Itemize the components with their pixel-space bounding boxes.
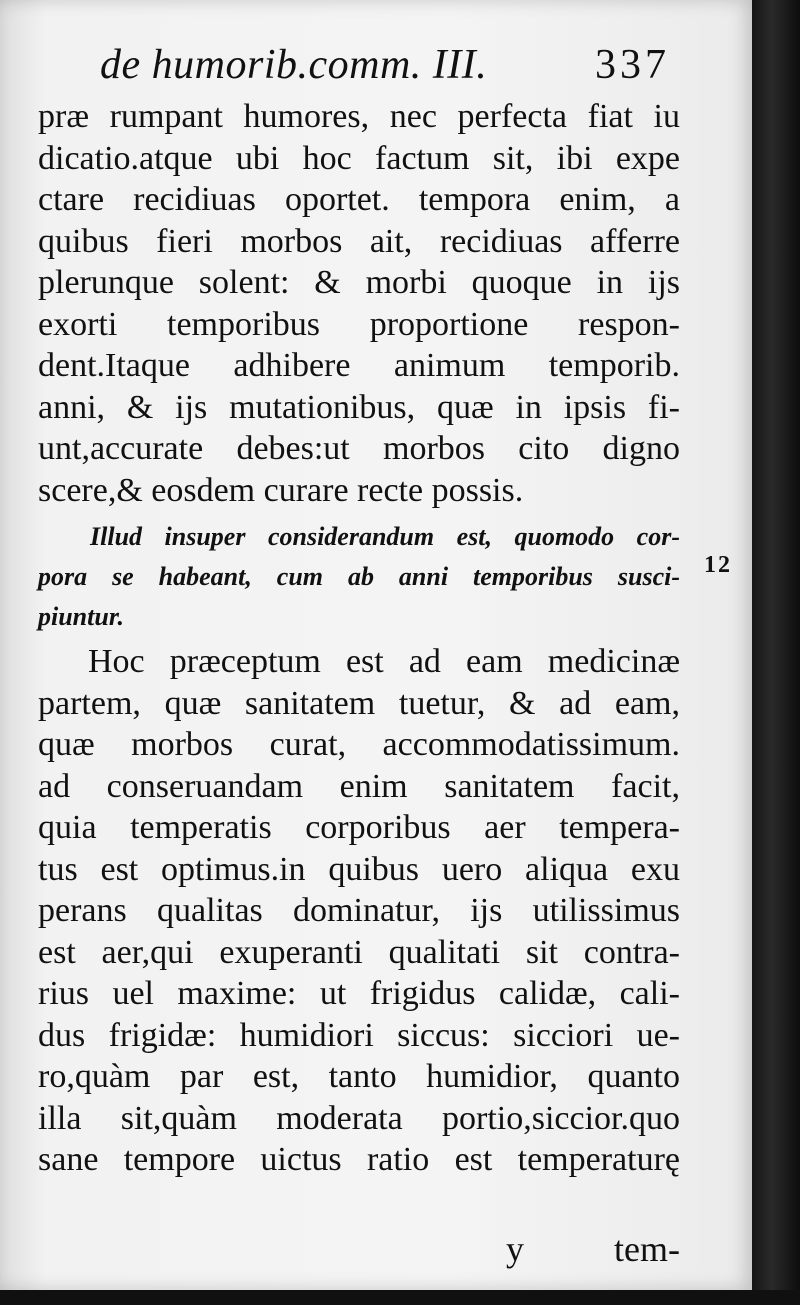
text-line: dus frigidæ: humidiori siccus: sicciori ue- xyxy=(38,1016,680,1054)
text-line: perans qualitas dominatur, ijs utilissimus xyxy=(38,892,680,929)
text-line: ad conseruandam enim sanitatem facit, xyxy=(38,767,680,805)
text-line: partem, quæ sanitatem tuetur, & ad eam, xyxy=(38,684,680,722)
text-line: ctare recidiuas oportet. tempora enim, a xyxy=(38,181,680,218)
text-line: anni, & ijs mutationibus, quæ in ipsis fi- xyxy=(38,388,680,426)
page-header xyxy=(100,38,680,92)
text-line: dicatio.atque ubi hoc factum sit, ibi expe xyxy=(38,139,680,177)
page-footer xyxy=(38,1226,680,1272)
text-line: illa sit,quàm moderata portio,siccior.quo xyxy=(38,1099,680,1137)
text-line: rius uel maxime: ut frigidus calidæ, cali- xyxy=(38,975,680,1012)
text-line: est aer,qui exuperanti qualitati sit contra- xyxy=(38,933,680,971)
aphorism-lemma xyxy=(38,517,680,637)
text-line: præ rumpant humores, nec perfecta fiat iu xyxy=(38,98,680,135)
lemma-line: piuntur. xyxy=(38,602,125,631)
text-line: unt,accurate debes:ut morbos cito digno xyxy=(38,430,680,467)
text-line: Hoc præceptum est ad eam medicinæ xyxy=(88,643,680,680)
signature-mark: y xyxy=(506,1229,524,1269)
catchword: tem- xyxy=(614,1229,680,1269)
text-line: scere,& eosdem curare recte possis. xyxy=(38,471,524,509)
text-line: tus est optimus.in quibus uero aliqua exu xyxy=(38,850,680,888)
text-block xyxy=(38,96,680,1181)
text-line: quia temperatis corporibus aer tempera- xyxy=(38,809,680,846)
bottom-edge-shadow xyxy=(0,1290,800,1305)
lemma-line: Illud insuper considerandum est, quomodo cor- xyxy=(90,522,680,551)
text-line: exorti temporibus proportione respon- xyxy=(38,305,680,343)
text-line: quibus fieri morbos ait, recidiuas afferre xyxy=(38,222,680,260)
margin-note-number: 12 xyxy=(704,552,732,578)
text-line: sane tempore uictus ratio est temperaturę xyxy=(38,1141,680,1178)
lemma-line: pora se habeant, cum ab anni temporibus susci- xyxy=(38,562,680,591)
text-line: quæ morbos curat, accommodatissimum. xyxy=(38,726,680,763)
commentary-paragraph xyxy=(38,641,680,1181)
text-line: dent.Itaque adhibere animum temporib. xyxy=(38,347,680,384)
page-number: 337 xyxy=(595,42,670,88)
paragraph-continued xyxy=(38,96,680,511)
running-head: de humorib.comm. III. xyxy=(100,42,488,88)
text-line: ro,quàm par est, tanto humidior, quanto xyxy=(38,1058,680,1095)
page-edge-shadow xyxy=(752,0,800,1305)
text-line: plerunque solent: & morbi quoque in ijs xyxy=(38,264,680,301)
